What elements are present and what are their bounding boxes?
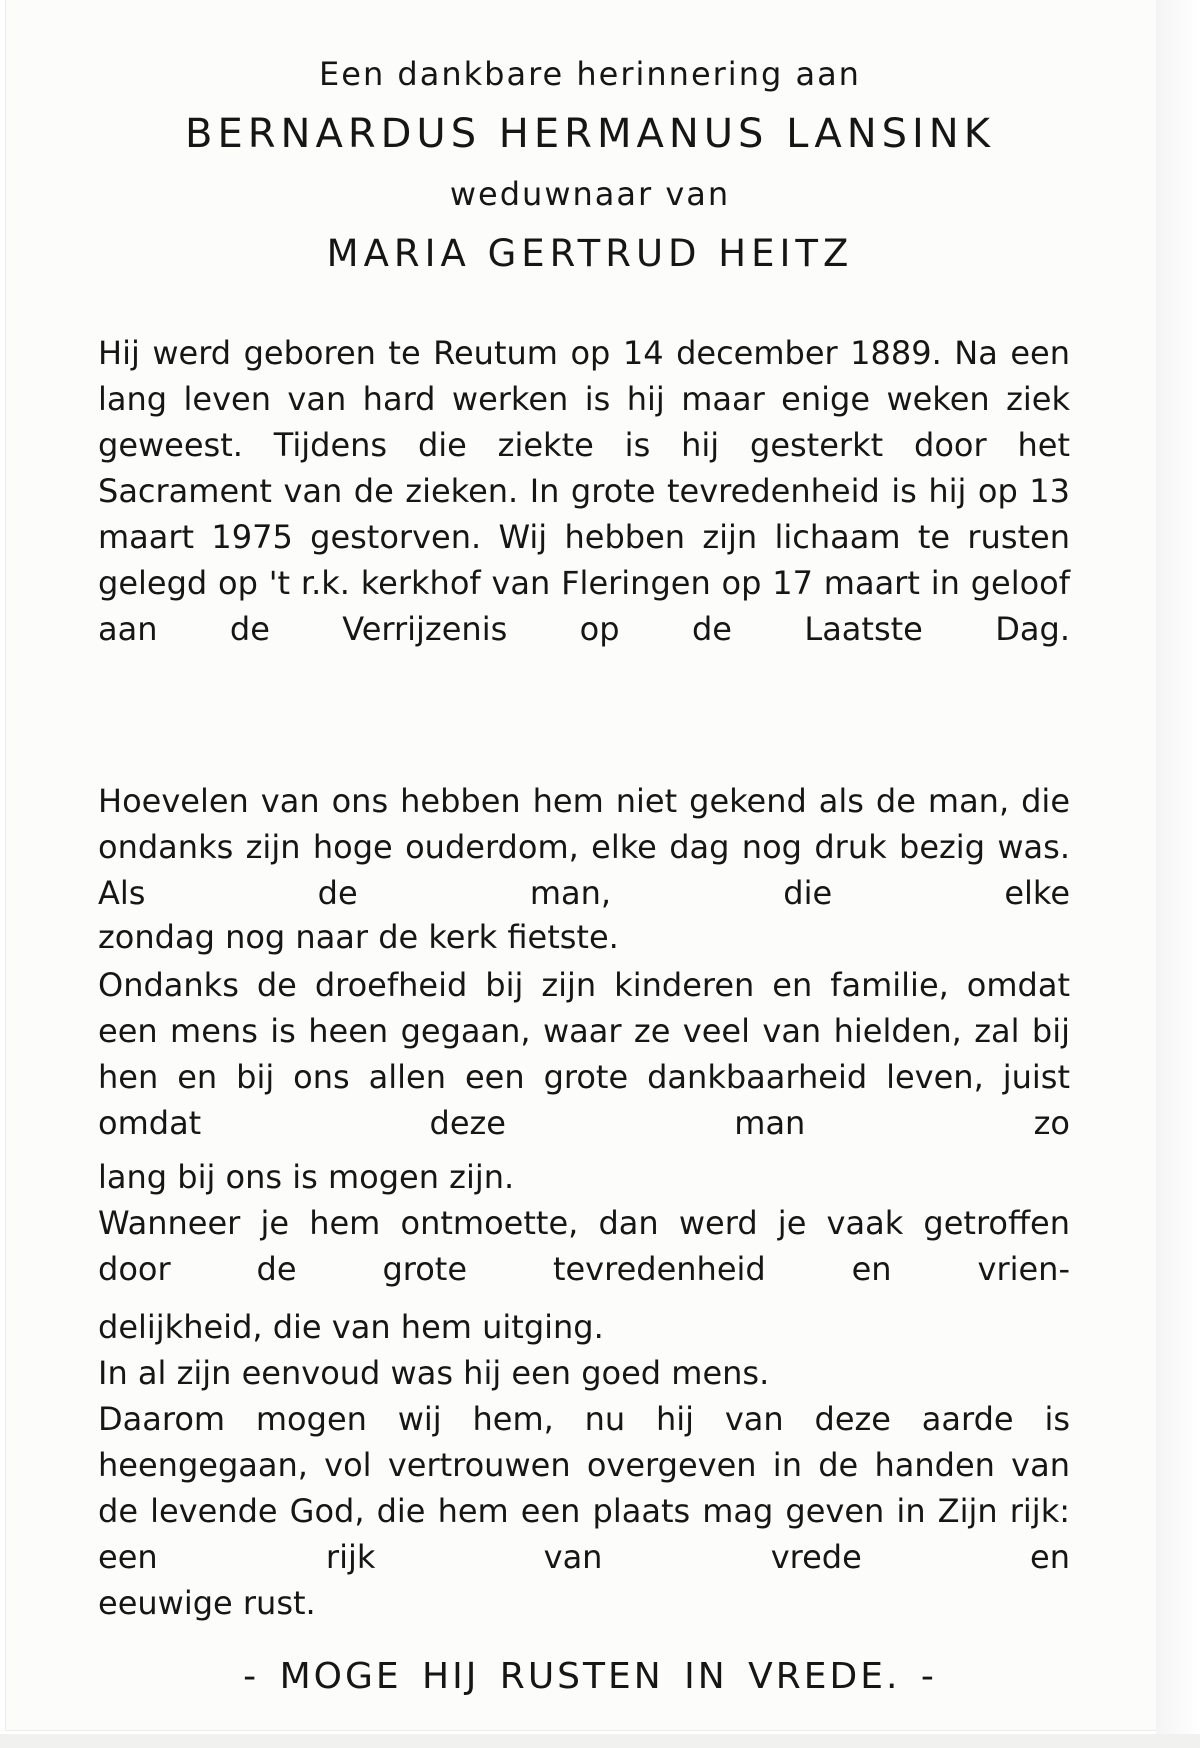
spouse-name: MARIA GERTRUD HEITZ xyxy=(326,232,854,275)
reflection-paragraph-1: Hoevelen van ons hebben hem niet gekend als de man, die ondanks zijn hoge ouderdom, elke dag nog druk bezig was. Als de man, die elke xyxy=(98,782,1070,912)
reflection-paragraph-3: Wanneer je hem ontmoette, dan werd je vaak getroffen door de grote tevredenheid en vrien- xyxy=(98,1204,1070,1288)
biography-paragraph: Hij werd geboren te Reutum op 14 december 1889. Na een lang leven van hard werken is hij maar enige weken ziek geweest. Tijdens die ziekte is hij gesterkt door het Sacrament van de zieken. In grote tevredenheid is hij op 13 maart 1975 gestorven. Wij hebben zijn lichaam te rusten gelegd op 't r.k. kerkhof van Fleringen op 17 maart in geloof aan de Verrijzenis op de Laatste Dag. xyxy=(98,334,1070,648)
reflection-paragraph-5-end: eeuwige rust. xyxy=(98,1584,316,1622)
reflection-paragraph-1-end: zondag nog naar de kerk fietste. xyxy=(98,918,619,956)
widower-of-text: weduwnaar van xyxy=(449,175,731,213)
intro-text: Een dankbare herinnering aan xyxy=(319,55,861,93)
closing-blessing: - MOGE HIJ RUSTEN IN VREDE. - xyxy=(243,1656,937,1697)
reflection-paragraph-5: Daarom mogen wij hem, nu hij van deze aarde is heengegaan, vol vertrouwen overgeven in de handen van de levende God, die hem een plaats mag geven in Zijn rijk: een rijk van vrede en xyxy=(98,1400,1070,1576)
deceased-name: BERNARDUS HERMANUS LANSINK xyxy=(185,111,995,157)
reflection-paragraph-2-end: lang bij ons is mogen zijn. xyxy=(98,1158,515,1196)
card-header xyxy=(0,50,1180,280)
reflection-paragraph-2: Ondanks de droefheid bij zijn kinderen en familie, omdat een mens is heen gegaan, waar ze veel van hielden, zal bij hen en bij ons allen een grote dankbaarheid leven, juist omdat deze man zo xyxy=(98,966,1070,1142)
card-bottom-edge xyxy=(0,1734,1200,1748)
reflection-paragraph-4: In al zijn eenvoud was hij een goed mens. xyxy=(98,1354,770,1392)
reflection-paragraph-3-end: delijkheid, die van hem uitging. xyxy=(98,1308,604,1346)
